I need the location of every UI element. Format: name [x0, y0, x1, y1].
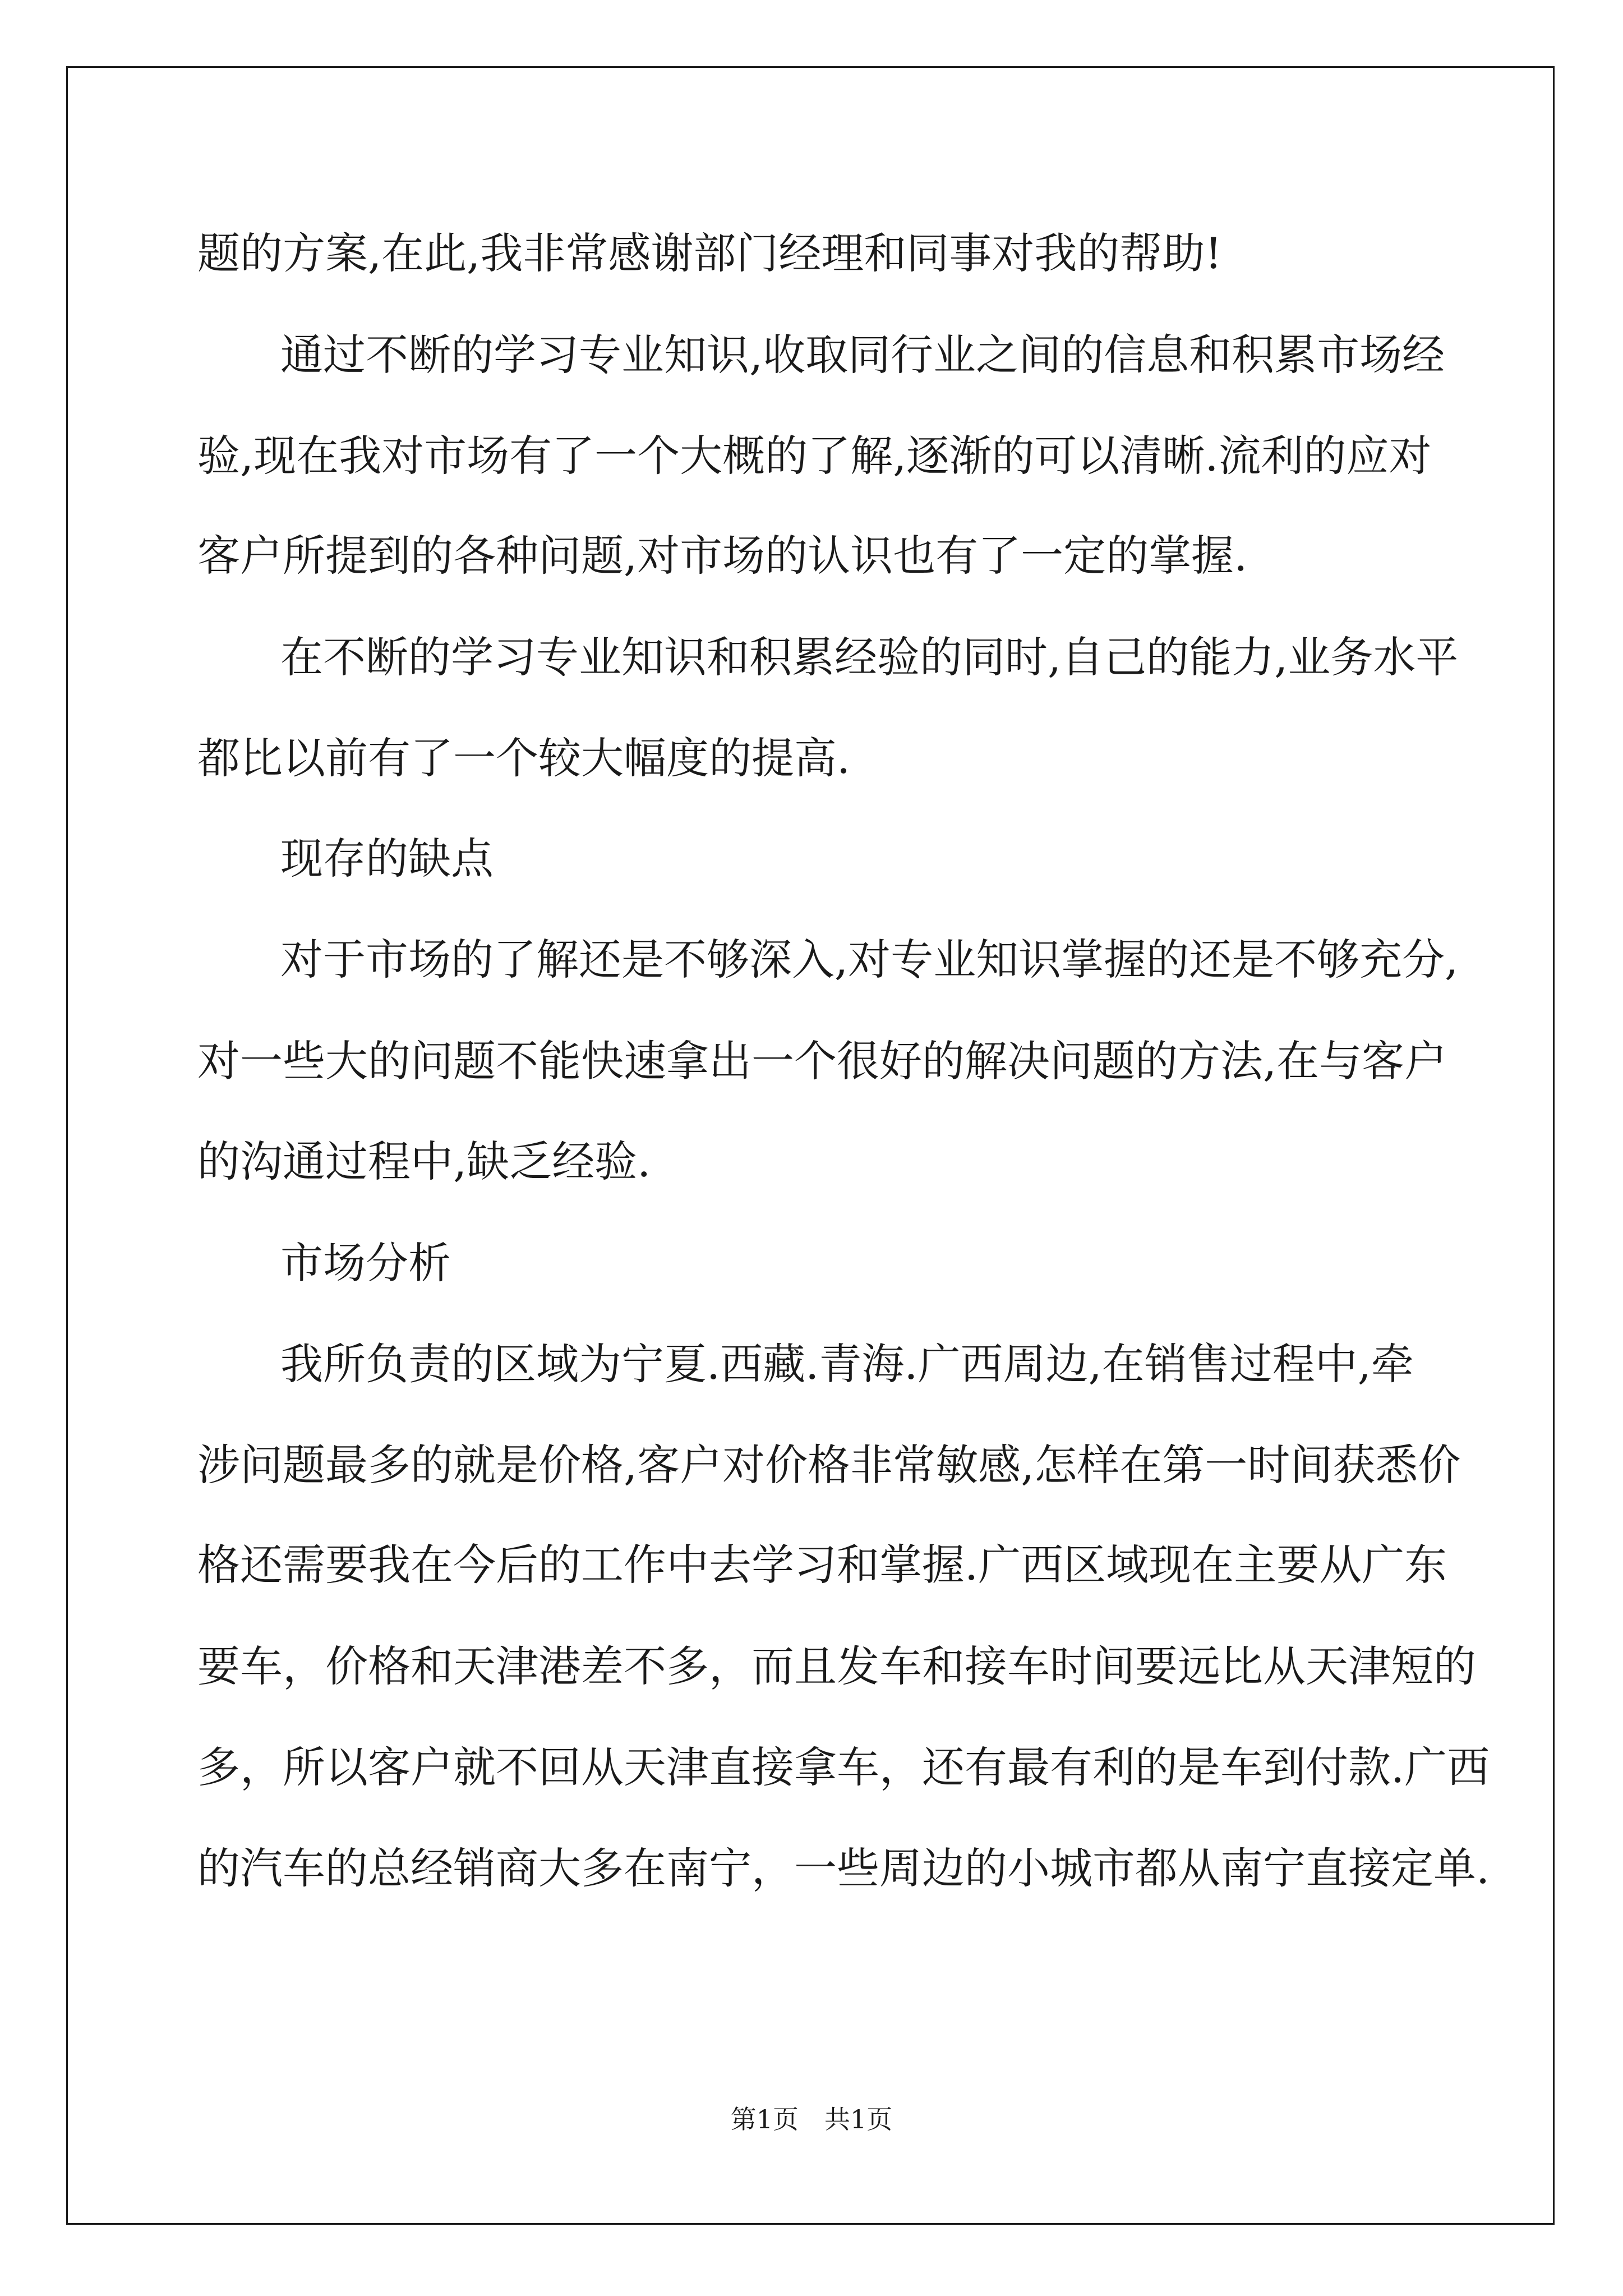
text-line: 多，所以客户就不回从天津直接拿车，还有最有利的是车到付款.广西: [197, 1742, 1490, 1792]
text-line: 对于市场的了解还是不够深入,对专业知识掌握的还是不够充分,: [280, 935, 1459, 984]
text-line: 客户所提到的各种问题,对市场的认识也有了一定的掌握.: [197, 531, 1248, 581]
text-line: 在不断的学习专业知识和积累经验的同时,自己的能力,业务水平: [280, 632, 1459, 682]
text-line: 我所负责的区域为宁夏.西藏.青海.广西周边,在销售过程中,牵: [280, 1339, 1414, 1389]
text-line: 都比以前有了一个较大幅度的提高.: [197, 733, 851, 783]
text-line: 要车，价格和天津港差不多，而且发车和接车时间要远比从天津短的: [197, 1641, 1476, 1691]
text-line: 格还需要我在今后的工作中去学习和掌握.广西区域现在主要从广东: [197, 1540, 1447, 1590]
text-line: 涉问题最多的就是价格,客户对价格非常敏感,怎样在第一时间获悉价: [197, 1440, 1461, 1490]
text-line: 对一些大的问题不能快速拿出一个很好的解决问题的方法,在与客户: [197, 1036, 1447, 1086]
text-line: 通过不断的学习专业知识,收取同行业之间的信息和积累市场经: [280, 330, 1445, 380]
page-footer: 第1页 共1页: [730, 2104, 893, 2134]
text-line: 验,现在我对市场有了一个大概的了解,逐渐的可以清晰.流利的应对: [197, 431, 1432, 481]
text-line: 题的方案,在此,我非常感谢部门经理和同事对我的帮助!: [197, 228, 1222, 278]
text-line: 的汽车的总经销商大多在南宁，一些周边的小城市都从南宁直接定单.: [197, 1843, 1490, 1893]
text-line: 的沟通过程中,缺乏经验.: [197, 1137, 651, 1186]
section-heading: 市场分析: [280, 1238, 451, 1288]
section-heading: 现存的缺点: [280, 834, 494, 884]
